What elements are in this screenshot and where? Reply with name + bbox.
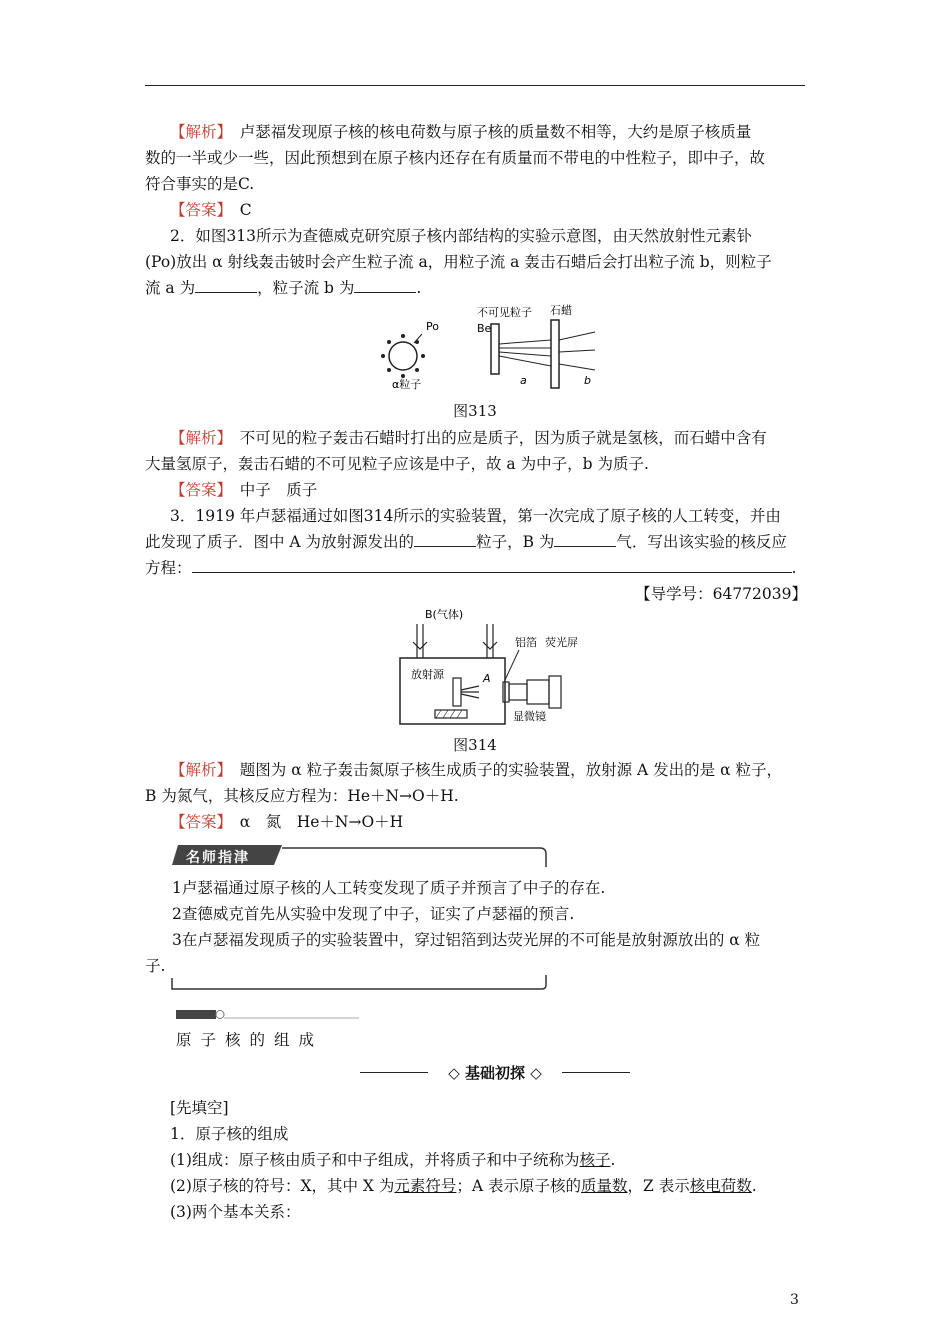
figure-314-caption: 图314 xyxy=(453,736,497,754)
knowledge-point-bar xyxy=(176,1008,361,1022)
symbol-line: (2)原子核的符号：X，其中 X 为元素符号；A 表示原子核的质量数，Z 表示核电荷数. xyxy=(170,1177,757,1195)
be-label: Be xyxy=(477,322,492,335)
analysis-2-line2: 大量氢原子，轰击石蜡的不可见粒子应该是中子，故 a 为中子，b 为质子. xyxy=(145,455,649,473)
answer-3: 【答案】 α 氮 He＋N→O＋H xyxy=(170,813,404,831)
question-3-line1: 3．1919 年卢瑟福通过如图314所示的实验装置，第一次完成了原子核的人工转变，并由 xyxy=(170,507,781,525)
tip-2: 2查德威克首先从实验中发现了中子，证实了卢瑟福的预言. xyxy=(172,905,575,923)
gas-label: B(气体) xyxy=(425,608,464,621)
page-number: 3 xyxy=(790,1292,799,1308)
figure-313 xyxy=(370,300,600,395)
answer-1: 【答案】 C xyxy=(170,201,252,219)
tip-3: 3在卢瑟福发现质子的实验装置中，穿过铝箔到达荧光屏的不可能是放射源放出的 α 粒 xyxy=(172,931,761,949)
figure-313-caption: 图313 xyxy=(453,402,497,420)
analysis-1-line3: 符合事实的是C. xyxy=(145,175,255,193)
question-2-line3: 流 a 为 ，粒子流 b 为 . xyxy=(145,279,422,297)
fill-first: [先填空] xyxy=(170,1099,229,1117)
a-label: a xyxy=(520,374,527,387)
section-title: 原子核的组成 xyxy=(176,1031,324,1049)
question-2-line2: (Po)放出 α 射线轰击铍时会产生粒子流 a，用粒子流 a 轰击石蜡后会打出粒子流 b，则粒子 xyxy=(145,253,772,271)
section-band-label: ◇ 基础初探 ◇ xyxy=(448,1064,542,1082)
header-rule xyxy=(145,85,805,86)
answer-2: 【答案】 中子 质子 xyxy=(170,481,318,499)
source-label: 放射源 xyxy=(411,668,444,681)
invisible-label: 不可见粒子 xyxy=(477,306,532,319)
screen-label: 荧光屏 xyxy=(545,636,578,649)
figure-314 xyxy=(395,604,580,729)
analysis-2-line1: 【解析】 不可见的粒子轰击石蜡时打出的应是质子，因为质子就是氢核，而石蜡中含有 xyxy=(170,429,767,447)
alpha-label: α粒子 xyxy=(392,378,422,391)
question-3-line3: 方程： . xyxy=(145,559,797,577)
section-band xyxy=(360,1062,630,1084)
analysis-1-line1: 【解析】 卢瑟福发现原子核的核电荷数与原子核的质量数不相等，大约是原子核质量 xyxy=(170,123,752,141)
tips-title: 名师指津 xyxy=(186,850,250,866)
po-label: Po xyxy=(426,320,439,333)
microscope-label: 显微镜 xyxy=(513,710,546,723)
relations-line: (3)两个基本关系： xyxy=(170,1203,301,1221)
question-2-line1: 2．如图313所示为查德威克研究原子核内部结构的实验示意图，由天然放射性元素钋 xyxy=(170,227,752,245)
composition-line: (1)组成：原子核由质子和中子组成，并将质子和中子统称为核子. xyxy=(170,1151,616,1169)
b-label: b xyxy=(584,374,591,387)
foil-label: 铝箔 xyxy=(515,636,537,649)
guide-code: 【导学号：64772039】 xyxy=(635,585,807,603)
question-3-line2: 此发现了质子．图中 A 为放射源发出的 粒子，B 为 气．写出该实验的核反应 xyxy=(145,533,787,551)
tip-3-cont: 子. xyxy=(145,957,166,975)
A-label: A xyxy=(483,672,491,685)
analysis-3-line1: 【解析】 题图为 α 粒子轰击氮原子核生成质子的实验装置，放射源 A 发出的是 α 粒子， xyxy=(170,761,782,779)
analysis-3-line2: B 为氮气，其核反应方程为：He＋N→O＋H. xyxy=(145,787,459,805)
tip-1: 1卢瑟福通过原子核的人工转变发现了质子并预言了中子的存在. xyxy=(172,879,606,897)
analysis-1-line2: 数的一半或少一些，因此预想到在原子核内还存在有质量而不带电的中性粒子，即中子，故 xyxy=(145,149,766,167)
composition-heading: 1．原子核的组成 xyxy=(170,1125,289,1143)
paraffin-label: 石蜡 xyxy=(550,304,572,317)
